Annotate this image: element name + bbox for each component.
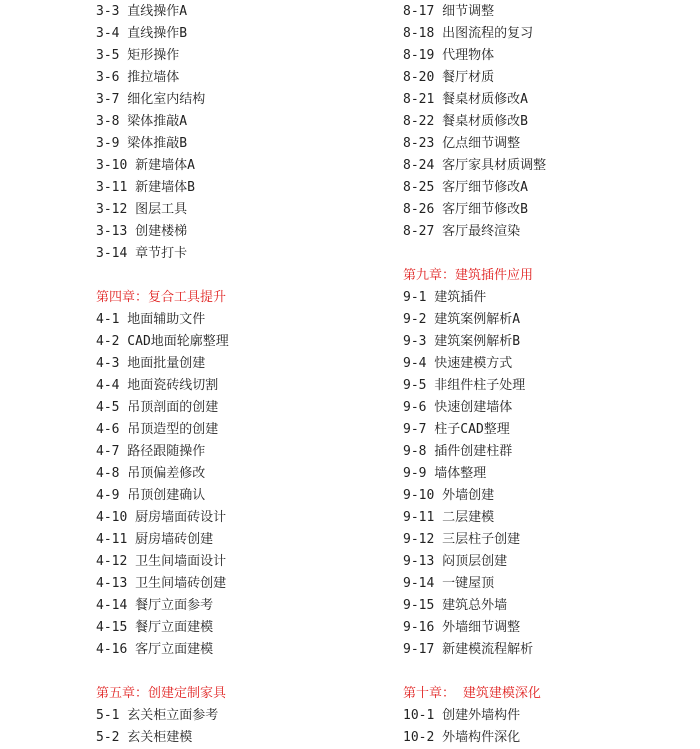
lesson-item[interactable]: 9-5 非组件柱子处理 [403, 378, 526, 393]
lesson-item[interactable]: 4-6 吊顶造型的创建 [96, 422, 219, 437]
lesson-item[interactable]: 4-14 餐厅立面参考 [96, 598, 214, 613]
lesson-item[interactable]: 3-14 章节打卡 [96, 246, 188, 261]
lesson-item[interactable]: 9-2 建筑案例解析A [403, 312, 521, 327]
lesson-item[interactable]: 9-9 墙体整理 [403, 466, 487, 481]
lesson-item[interactable]: 3-12 图层工具 [96, 202, 188, 217]
lesson-item[interactable]: 8-22 餐桌材质修改B [403, 114, 528, 129]
chapter-heading: 第十章： 建筑建模深化 [403, 686, 541, 701]
lesson-item[interactable]: 9-11 二层建模 [403, 510, 495, 525]
lesson-item[interactable]: 9-12 三层柱子创建 [403, 532, 521, 547]
chapter-heading: 第五章：创建定制家具 [96, 686, 227, 701]
lesson-item[interactable]: 9-1 建筑插件 [403, 290, 487, 305]
lesson-item[interactable]: 3-10 新建墙体A [96, 158, 195, 173]
lesson-item[interactable]: 9-14 一键屋顶 [403, 576, 495, 591]
lesson-item[interactable]: 9-17 新建模流程解析 [403, 642, 534, 657]
lesson-item[interactable]: 4-1 地面辅助文件 [96, 312, 206, 327]
lesson-item[interactable]: 9-7 柱子CAD整理 [403, 422, 510, 437]
lesson-item[interactable]: 8-23 亿点细节调整 [403, 136, 521, 151]
lesson-item[interactable]: 8-24 客厅家具材质调整 [403, 158, 547, 173]
lesson-item[interactable]: 4-5 吊顶剖面的创建 [96, 400, 219, 415]
lesson-item[interactable]: 4-7 路径跟随操作 [96, 444, 206, 459]
chapter-heading: 第九章：建筑插件应用 [403, 268, 534, 283]
lesson-item[interactable]: 10-1 创建外墙构件 [403, 708, 521, 723]
lesson-item[interactable]: 3-3 直线操作A [96, 4, 188, 19]
lesson-item[interactable]: 8-17 细节调整 [403, 4, 495, 19]
lesson-item[interactable]: 9-6 快速创建墙体 [403, 400, 513, 415]
lesson-item[interactable]: 8-20 餐厅材质 [403, 70, 495, 85]
lesson-item[interactable]: 4-12 卫生间墙面设计 [96, 554, 227, 569]
lesson-item[interactable]: 5-2 玄关柜建模 [96, 730, 193, 745]
lesson-item[interactable]: 8-26 客厅细节修改B [403, 202, 528, 217]
toc-left-column [96, 1, 386, 749]
lesson-item[interactable]: 3-5 矩形操作 [96, 48, 180, 63]
lesson-item[interactable]: 3-4 直线操作B [96, 26, 188, 41]
lesson-item[interactable]: 10-2 外墙构件深化 [403, 730, 521, 745]
lesson-item[interactable]: 5-1 玄关柜立面参考 [96, 708, 219, 723]
lesson-item[interactable]: 4-16 客厅立面建模 [96, 642, 214, 657]
lesson-item[interactable]: 3-13 创建楼梯 [96, 224, 188, 239]
lesson-item[interactable]: 4-4 地面瓷砖线切割 [96, 378, 219, 393]
lesson-item[interactable]: 4-3 地面批量创建 [96, 356, 206, 371]
lesson-item[interactable]: 9-16 外墙细节调整 [403, 620, 521, 635]
lesson-item[interactable]: 4-15 餐厅立面建模 [96, 620, 214, 635]
spacer [403, 661, 693, 683]
lesson-item[interactable]: 8-27 客厅最终渲染 [403, 224, 521, 239]
lesson-item[interactable]: 9-4 快速建模方式 [403, 356, 513, 371]
lesson-item[interactable]: 9-15 建筑总外墙 [403, 598, 508, 613]
lesson-item[interactable]: 9-10 外墙创建 [403, 488, 495, 503]
chapter-heading: 第四章：复合工具提升 [96, 290, 227, 305]
spacer [96, 265, 386, 287]
lesson-item[interactable]: 4-10 厨房墙面砖设计 [96, 510, 227, 525]
lesson-item[interactable]: 8-25 客厅细节修改A [403, 180, 528, 195]
lesson-item[interactable]: 9-8 插件创建柱群 [403, 444, 513, 459]
spacer [403, 243, 693, 265]
lesson-item[interactable]: 8-18 出图流程的复习 [403, 26, 534, 41]
lesson-item[interactable]: 3-9 梁体推敲B [96, 136, 188, 151]
lesson-item[interactable]: 4-11 厨房墙砖创建 [96, 532, 214, 547]
lesson-item[interactable]: 3-8 梁体推敲A [96, 114, 188, 129]
lesson-item[interactable]: 4-8 吊顶偏差修改 [96, 466, 206, 481]
toc-right-column [403, 1, 693, 749]
lesson-item[interactable]: 4-2 CAD地面轮廓整理 [96, 334, 229, 349]
lesson-item[interactable]: 3-11 新建墙体B [96, 180, 195, 195]
lesson-item[interactable]: 8-21 餐桌材质修改A [403, 92, 528, 107]
spacer [96, 661, 386, 683]
lesson-item[interactable]: 9-3 建筑案例解析B [403, 334, 521, 349]
lesson-item[interactable]: 4-9 吊顶创建确认 [96, 488, 206, 503]
lesson-item[interactable]: 8-19 代理物体 [403, 48, 495, 63]
lesson-item[interactable]: 3-6 推拉墙体 [96, 70, 180, 85]
lesson-item[interactable]: 3-7 细化室内结构 [96, 92, 206, 107]
lesson-item[interactable]: 4-13 卫生间墙砖创建 [96, 576, 227, 591]
lesson-item[interactable]: 9-13 闷顶层创建 [403, 554, 508, 569]
